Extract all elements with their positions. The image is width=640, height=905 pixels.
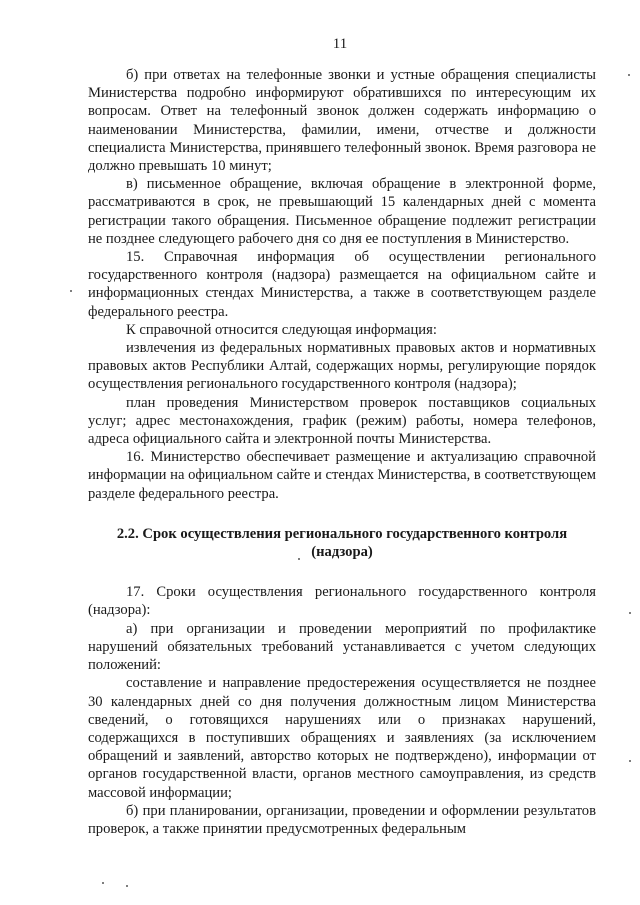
scan-speck (126, 885, 128, 887)
scan-speck (70, 290, 72, 292)
section-heading: 2.2. Срок осуществления регионального государственного контроля (надзора) (116, 525, 568, 561)
scan-speck (102, 882, 104, 884)
scan-speck (628, 74, 630, 76)
paragraph-written-requests: в) письменное обращение, включая обращение в электронной форме, рассматриваются в срок, не превышающий 15 календарных дней с момента регистрации такого обращения. Письменное обращение подлежит регистрации не позднее следующего рабочего дня со дня ее поступления в Министерство. (88, 176, 596, 247)
paragraph-reference-list-intro: К справочной относится следующая информация: (126, 321, 437, 338)
paragraph-reference-info: 15. Справочная информация об осуществлении регионального государственного контроля (надзора) размещается на официальном сайте и информационных стендах Министерства, а также в соответствующем разделе федерального реестра. (88, 249, 596, 320)
paragraph-inspection-planning: б) при планировании, организации, проведении и оформлении результатов проверок, а также принятии предусмотренных федеральным (88, 802, 596, 837)
paragraph-legal-extracts: извлечения из федеральных нормативных правовых актов и нормативных правовых актов Республики Алтай, содержащих нормы, регулирующие порядок осуществления регионального государственного контроля (надзора); (88, 340, 596, 393)
page-number: 11 (332, 36, 348, 52)
scan-speck (629, 612, 631, 614)
paragraph-warning-deadline: составление и направление предостережения осуществляется не позднее 30 календарных дней со дня получения должностным лицом Министерства сведений, о готовящихся нарушениях или о признаках нарушений, содержащихся в поступивших обращениях и заявлениях (за исключением обращений и заявлений, авторство которых не подтверждено), информации от органов государственной власти, органов местного самоуправления, из средств массовой информации; (88, 675, 596, 801)
paragraph-inspection-plan: план проведения Министерством проверок поставщиков социальных услуг; адрес местонахождения, график (режим) работы, номера телефонов, адреса официального сайта и электронной почты Министерства. (88, 394, 596, 448)
document-body (88, 66, 596, 838)
paragraph-phone-calls: б) при ответах на телефонные звонки и устные обращения специалисты Министерства подробно информируют обратившихся по интересующим их вопросам. Ответ на телефонный звонок должен содержать информацию о наименовании Министерства, фамилии, имени, отчестве и должности специалиста Министерства, принявшего телефонный звонок. Время разговора не должно превышать 10 минут; (88, 67, 596, 175)
paragraph-control-terms: 17. Сроки осуществления регионального государственного контроля (надзора): (88, 584, 596, 619)
scan-speck (298, 558, 300, 560)
scan-speck (629, 760, 631, 762)
paragraph-ministry-publishing: 16. Министерство обеспечивает размещение и актуализацию справочной информации на официальном сайте и стендах Министерства, в соответствующем разделе федерального реестра. (88, 449, 596, 502)
paragraph-prevention-measures: а) при организации и проведении мероприятий по профилактике нарушений обязательных требований устанавливается с учетом следующих положений: (88, 620, 596, 674)
